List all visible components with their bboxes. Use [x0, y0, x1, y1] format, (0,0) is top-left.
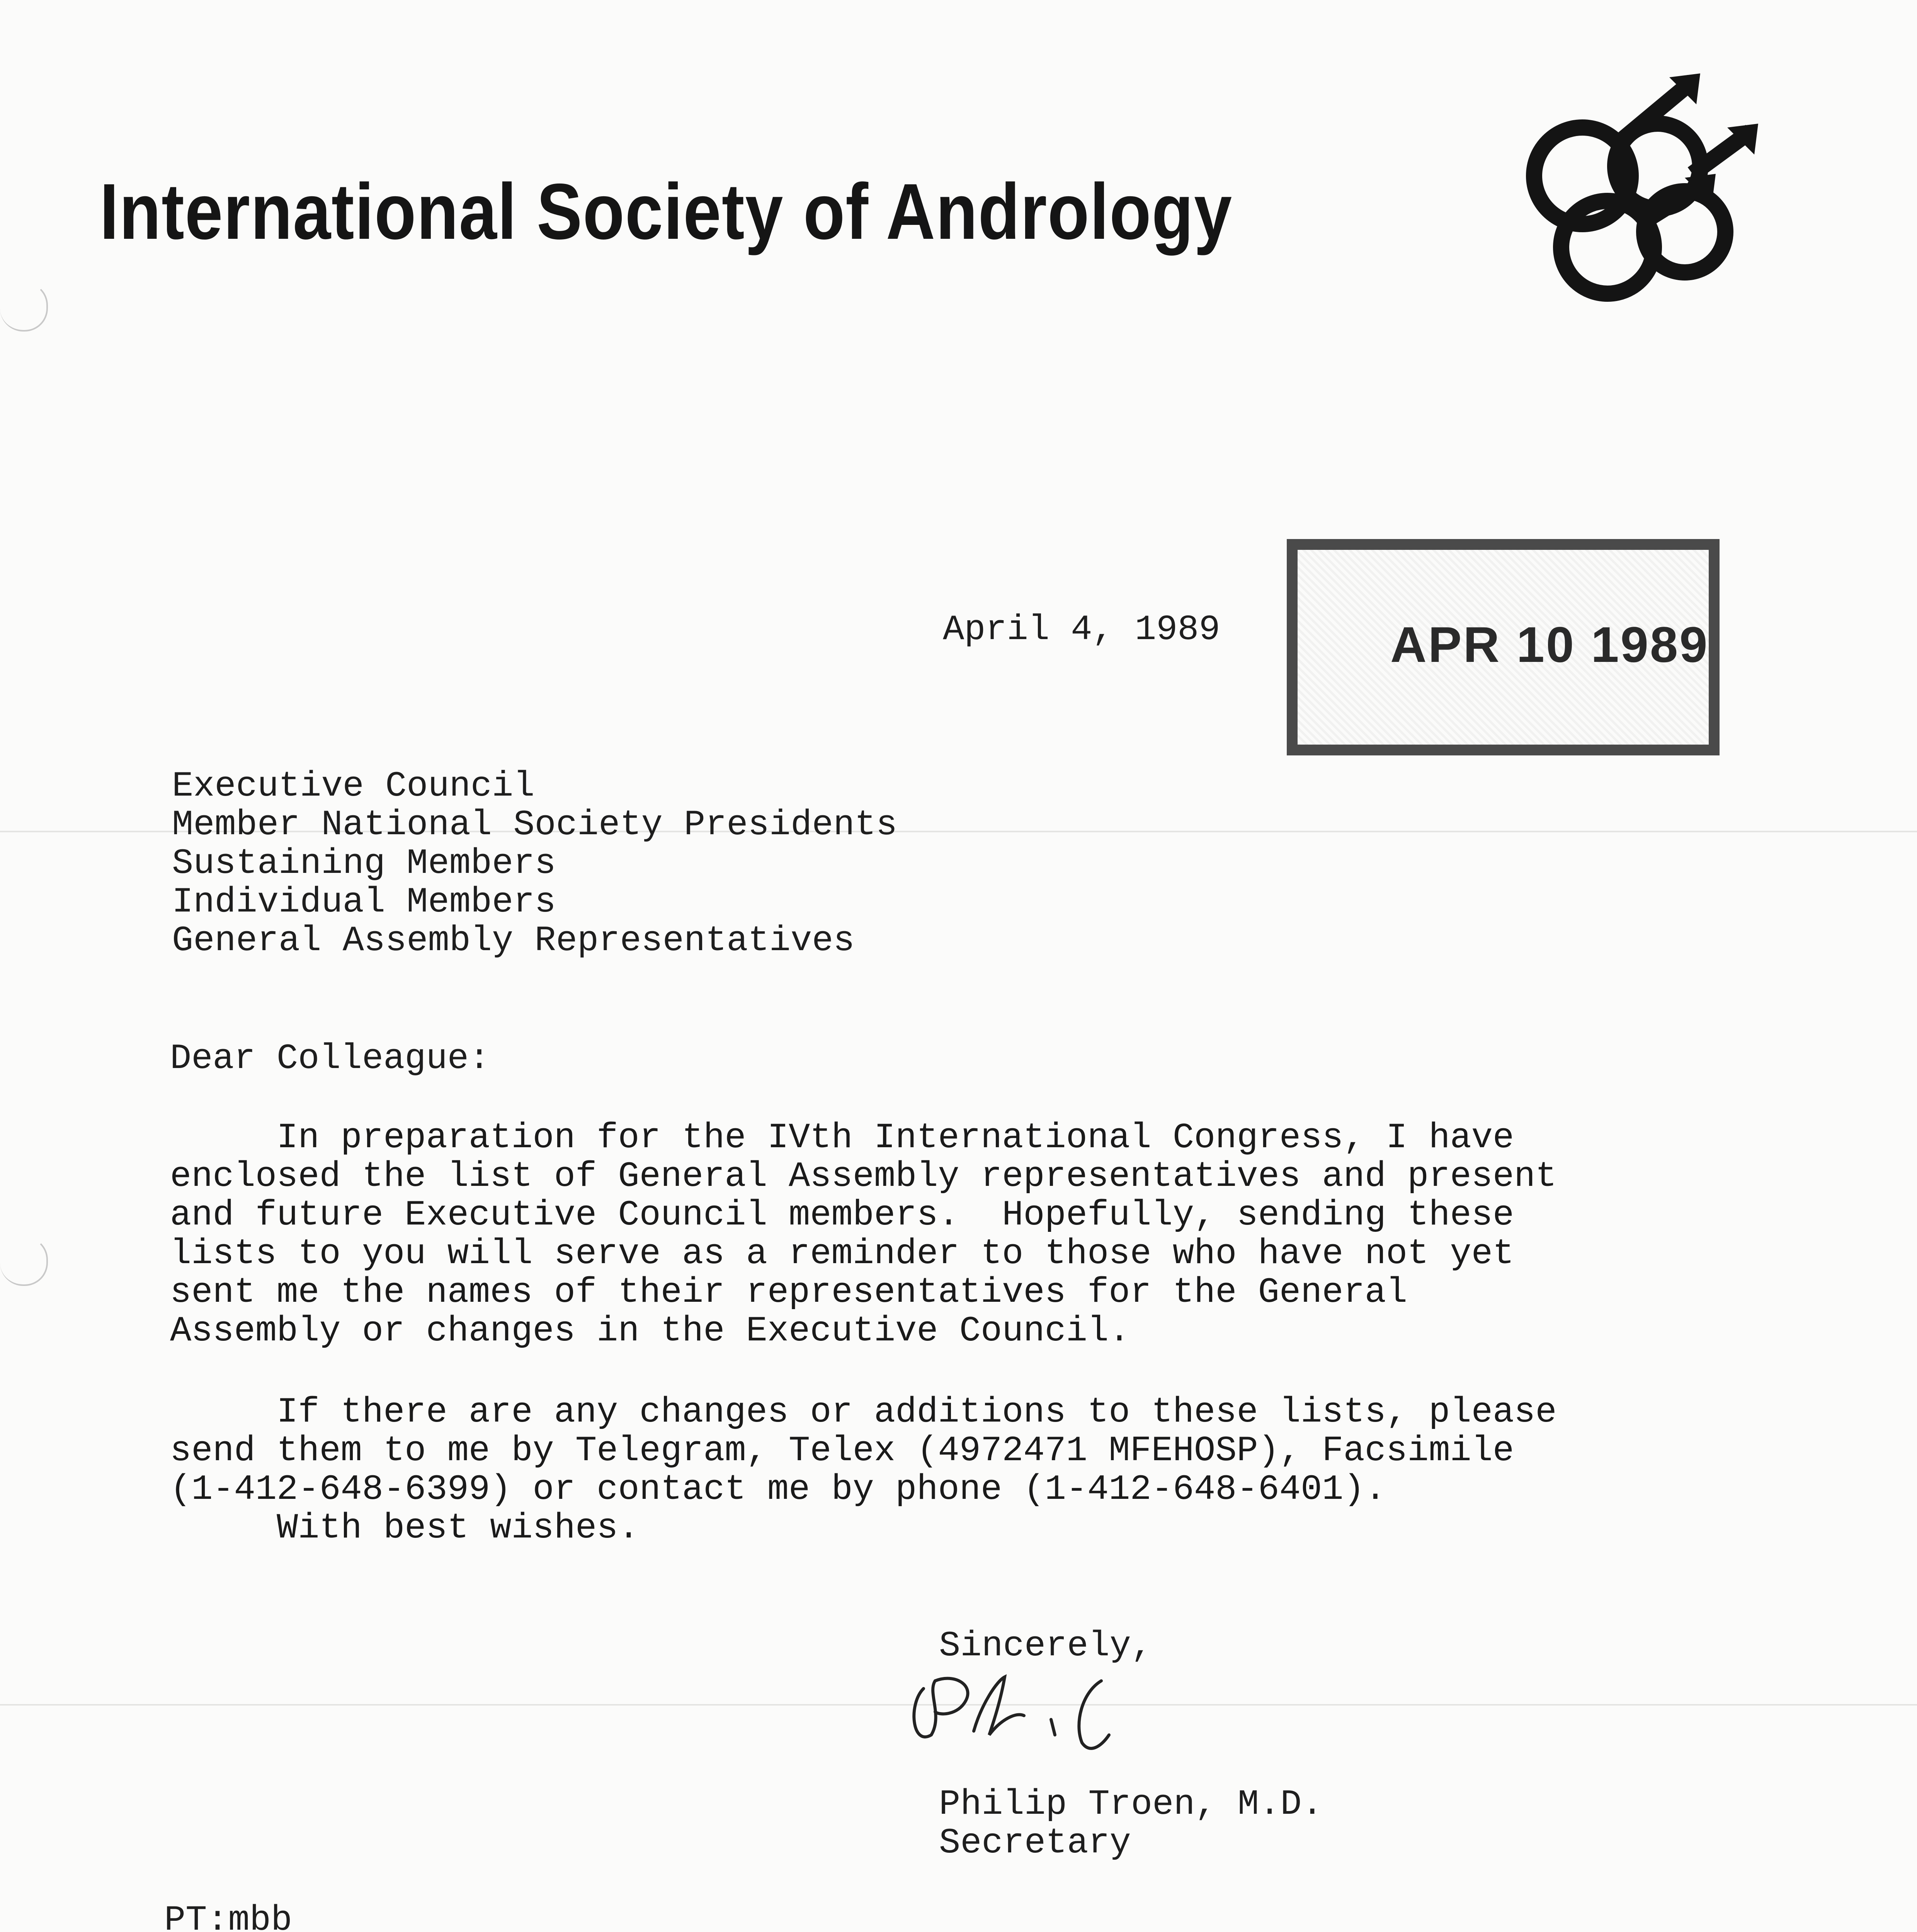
recipient-line: Executive Council — [172, 766, 535, 806]
signatory-title: Secretary — [939, 1823, 1131, 1863]
punch-hole-mark — [0, 282, 48, 332]
body-line: lists to you will serve as a reminder to those who have not yet — [170, 1233, 1514, 1274]
salutation: Dear Colleague: — [170, 1038, 490, 1079]
body-line: sent me the names of their representatives for the General — [170, 1272, 1408, 1313]
body-line: In preparation for the IVth International Congress, I have — [170, 1117, 1514, 1158]
body-line: send them to me by Telegram, Telex (4972471 MFEHOSP), Facsimile — [170, 1430, 1514, 1471]
interlocked-male-symbols-logo-icon — [1492, 66, 1770, 344]
body-line: With best wishes. — [170, 1508, 640, 1548]
closing: Sincerely, — [939, 1626, 1153, 1666]
body-line: and future Executive Council members. Hopefully, sending these — [170, 1195, 1514, 1235]
signatory-name: Philip Troen, M.D. — [939, 1784, 1323, 1825]
recipient-line: Sustaining Members — [172, 843, 556, 884]
letterhead-title: International Society of Andrology — [100, 167, 1233, 256]
body-line: enclosed the list of General Assembly representatives and present — [170, 1156, 1557, 1197]
body-line: If there are any changes or additions to these lists, please — [170, 1392, 1557, 1432]
body-line: Assembly or changes in the Executive Council. — [170, 1311, 1130, 1351]
recipient-line: Individual Members — [172, 882, 556, 922]
letter-date: April 4, 1989 — [943, 609, 1220, 650]
received-date-stamp — [1287, 539, 1720, 755]
recipient-line: Member National Society Presidents — [172, 804, 898, 845]
handwritten-signature — [900, 1658, 1140, 1758]
reference-initials: PT:mbb — [164, 1900, 293, 1932]
body-line: (1-412-648-6399) or contact me by phone (1-412-648-6401). — [170, 1469, 1386, 1510]
received-stamp-date: APR 10 1989 — [1390, 616, 1709, 673]
recipient-line: General Assembly Representatives — [172, 920, 855, 961]
punch-hole-mark — [0, 1236, 48, 1286]
